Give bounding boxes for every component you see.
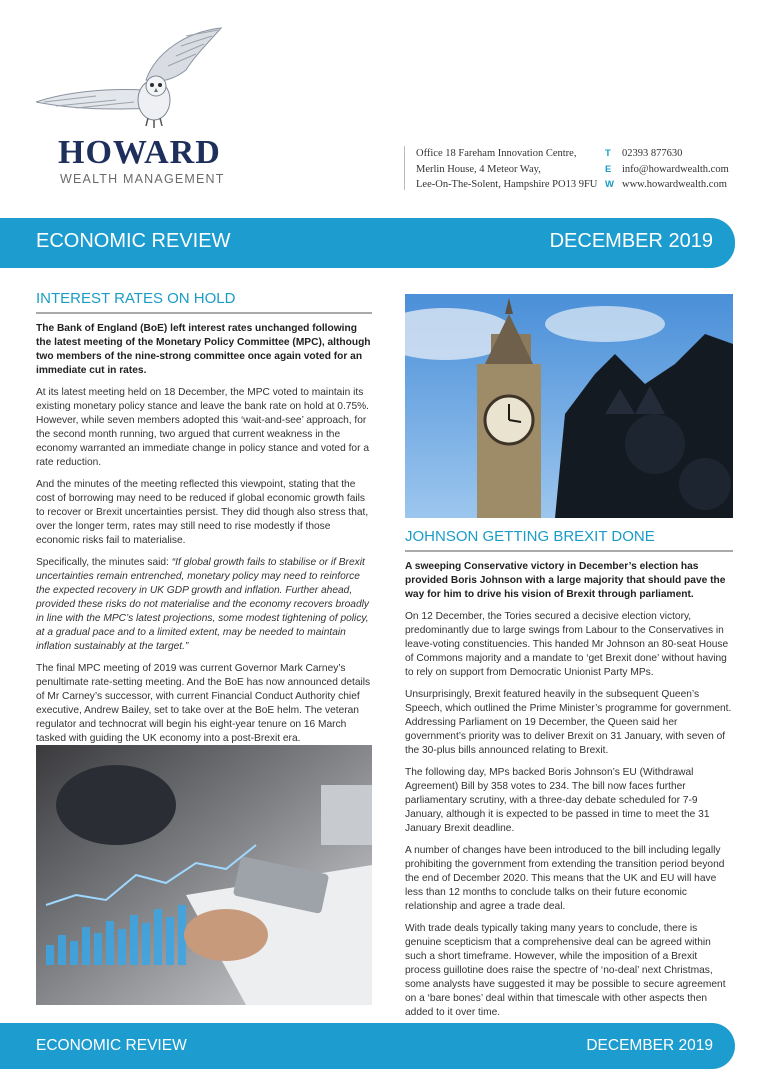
paragraph: And the minutes of the meeting reflected this viewpoint, stating that the cost of borrowing may need to be reduced if global economic growth fails to recover or Brexit uncertainties persist. They did though also stress that, over the longer term, rates may still need to rise modestly if those economic risks fail to materialise. bbox=[36, 479, 369, 546]
article-title: INTEREST RATES ON HOLD bbox=[36, 290, 372, 314]
phone-value[interactable]: 02393 877630 bbox=[622, 148, 683, 159]
email-value[interactable]: info@howardwealth.com bbox=[622, 163, 729, 175]
footer-band bbox=[0, 1023, 735, 1069]
paragraph: The following day, MPs backed Boris Johnson’s EU (Withdrawal Agreement) Bill by 358 votes to 234. The bill now faces further parliamentary scrutiny, with a three-day debate scheduled for 7-9 January, although it is expected to be passed in time to meet the 31 January Brexit deadline. bbox=[405, 767, 710, 834]
paragraph: Unsurprisingly, Brexit featured heavily in the subsequent Queen’s Speech, which outlined the Prime Minister’s programme for government. Addressing Parliament on 19 December, the Queen said her government’s priority was to deliver Brexit on 31 January, with seven of the 30-plus bills announced relating to Brexit. bbox=[405, 689, 732, 756]
contact-web bbox=[605, 177, 755, 193]
paragraph: The final MPC meeting of 2019 was current Governor Mark Carney’s penultimate rate-setting meeting. And the BoE has now announced details of Mr Carney’s successor, with current Financial Conduct Authority chief executive, Andrew Bailey, set to take over at the BoE helm. The veteran regulator and technocrat will begin his eight-year tenure on 16 March tasked with guiding the UK economy into a post-Brexit era. bbox=[36, 663, 371, 744]
band-date: DECEMBER 2019 bbox=[549, 230, 713, 252]
footer-date: DECEMBER 2019 bbox=[586, 1037, 713, 1054]
paragraph-quote bbox=[36, 556, 372, 654]
header-band bbox=[0, 218, 735, 268]
address-line: Merlin House, 4 Meteor Way, bbox=[416, 163, 541, 175]
phone-key: T bbox=[605, 148, 611, 159]
quote-intro: Specifically, the minutes said: bbox=[36, 557, 172, 568]
paragraph: With trade deals typically taking many years to conclude, there is genuine scepticism that a comprehensive deal can be agreed within such a short timeframe. However, while the imposition of a Brexit process guillotine does raise the spectre of ‘no-deal’ next Christmas, some analysts have suggested it may be possible to secure agreement on a ‘bare bones’ deal within that timescale with other aspects then added to it over time. bbox=[405, 923, 726, 1018]
article-title: JOHNSON GETTING BREXIT DONE bbox=[405, 528, 733, 552]
address bbox=[416, 146, 606, 193]
contact-email bbox=[605, 162, 755, 178]
web-key: W bbox=[605, 179, 614, 190]
brand-subtitle: WEALTH MANAGEMENT bbox=[60, 172, 225, 186]
article-interest-rates bbox=[36, 290, 372, 754]
finance-chart-photo bbox=[36, 745, 372, 1005]
quote-text: “If global growth fails to stabilise or if Brexit uncertainties remain entrenched, monetary policy may need to reinforce the expected recovery in UK GDP growth and inflation. Further ahead, provided these risks do not materialise and the economy recovers broadly in line with the MPC’s latest projections, some modest tightening of policy, at a gradual pace and to a limited extent, may be needed to maintain inflation sustainably at the target.” bbox=[36, 557, 369, 652]
address-line: Lee-On-The-Solent, Hampshire PO13 9FU bbox=[416, 179, 598, 190]
paragraph: A number of changes have been introduced to the bill including legally prohibiting the government from extending the transition period beyond the end of December 2020. This means that the UK and EU will have less than 12 months to conclude talks on their future economic relationship and agree a trade deal. bbox=[405, 845, 725, 912]
article-lead: A sweeping Conservative victory in December’s election has provided Boris Johnson with a large majority that should pave the way for him to drive his vision of Brexit through parliament. bbox=[405, 561, 726, 600]
company-logo bbox=[36, 22, 236, 192]
contact-phone bbox=[605, 146, 755, 162]
owl-icon bbox=[36, 22, 236, 132]
paragraph: On 12 December, the Tories secured a decisive election victory, predominantly due to large swings from Labour to the Conservatives in leave-voting constituencies. This handed Mr Johnson an 80-seat House of Commons majority and a mandate to ‘get Brexit done’ without having to rely on support from Democratic Unionist Party MPs. bbox=[405, 611, 729, 678]
band-title: ECONOMIC REVIEW bbox=[36, 230, 231, 252]
paragraph: At its latest meeting held on 18 December, the MPC voted to maintain its existing monetary policy stance and leave the bank rate on hold at 0.75%. However, while seven members adopted this ‘wait-and-see’ approach, for the second month running, two argued that current weakness in the economy warranted an immediate change in policy stance and voted for a rate reduction. bbox=[36, 387, 369, 468]
web-value[interactable]: www.howardwealth.com bbox=[622, 179, 727, 190]
contact-block bbox=[404, 146, 744, 190]
article-brexit bbox=[405, 528, 733, 1028]
footer-title: ECONOMIC REVIEW bbox=[36, 1037, 187, 1054]
contact-methods bbox=[605, 146, 755, 193]
brand-name: HOWARD bbox=[58, 134, 221, 171]
article-lead: The Bank of England (BoE) left interest rates unchanged following the latest meeting of the Monetary Policy Committee (MPC), although two members of the nine-strong committee once again voted for an immediate cut in rates. bbox=[36, 323, 371, 376]
big-ben-photo bbox=[405, 294, 733, 518]
email-key: E bbox=[605, 163, 612, 175]
address-line: Office 18 Fareham Innovation Centre, bbox=[416, 148, 577, 159]
